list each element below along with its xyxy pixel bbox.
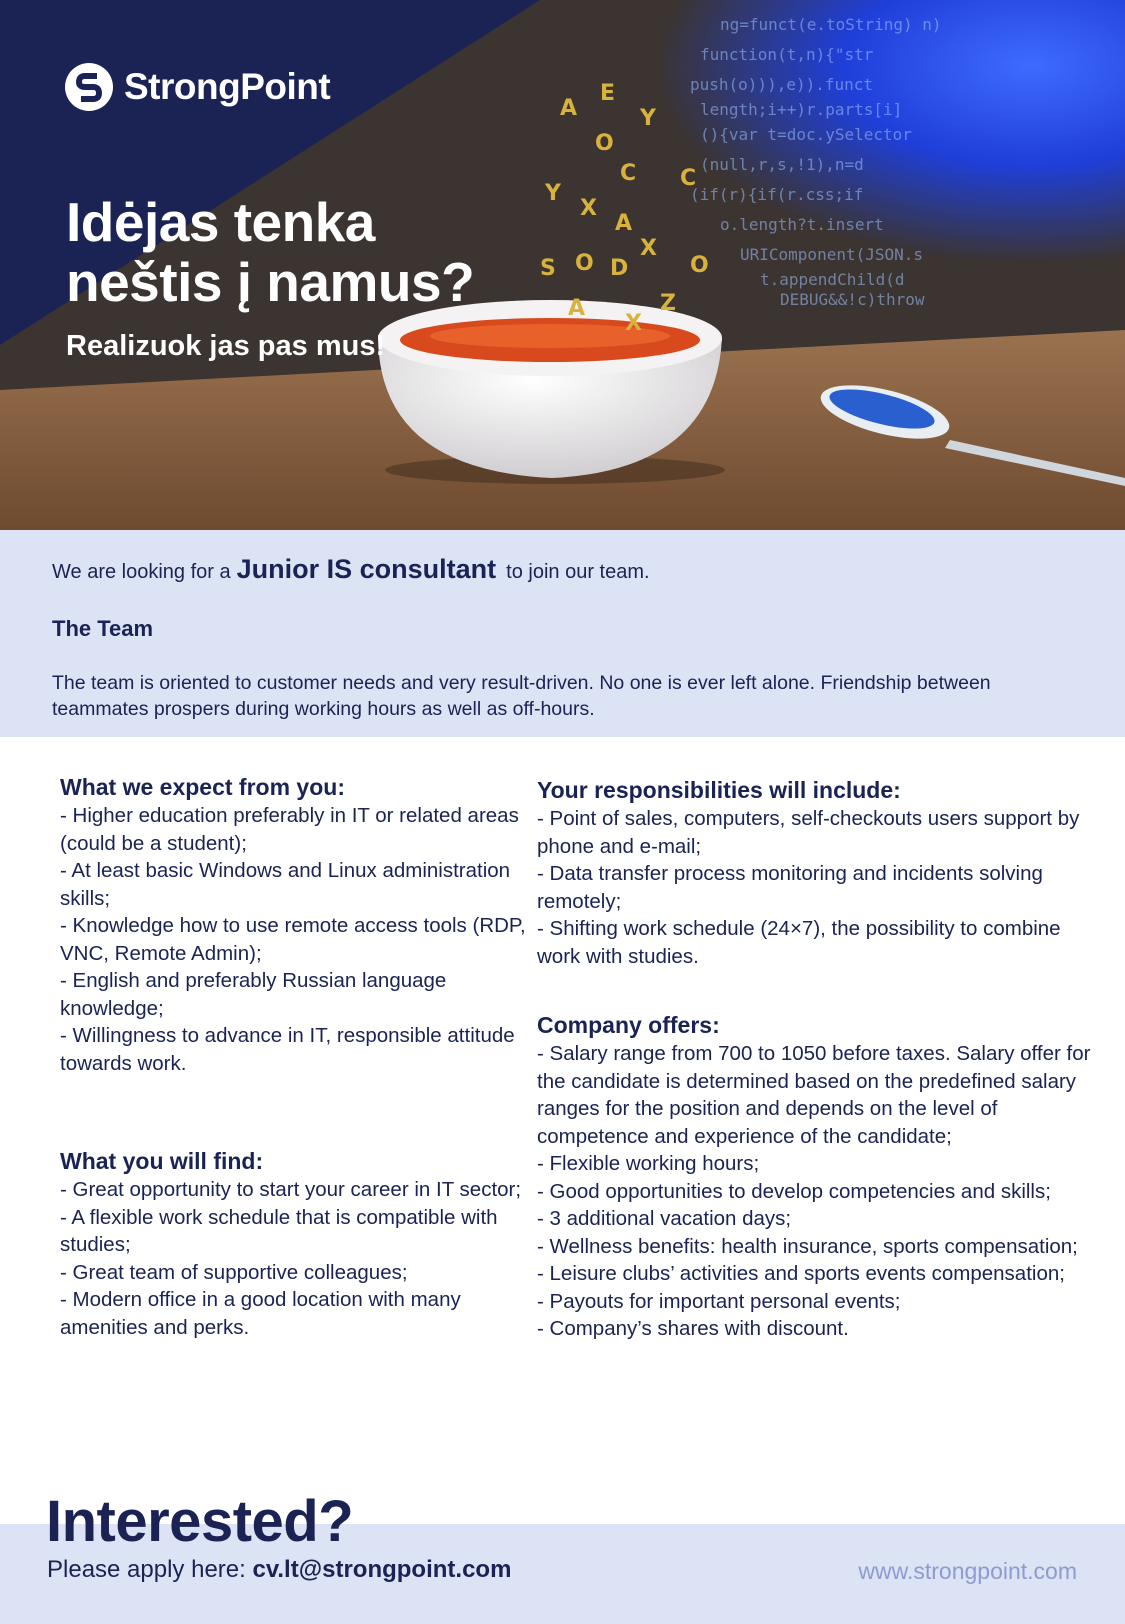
apply-prefix: Please apply here: (47, 1556, 246, 1583)
list-item: - Great team of supportive colleagues; (60, 1260, 408, 1284)
list-item: - At least basic Windows and Linux administration skills; (60, 859, 511, 910)
offers-list (537, 1040, 1097, 1343)
expect-section (60, 772, 530, 1077)
list-item: - Good opportunities to develop competencies and skills; (537, 1179, 1051, 1203)
intro-suffix: to join our team. (506, 561, 650, 583)
responsibilities-list (537, 805, 1097, 970)
responsibilities-section (537, 775, 1097, 970)
svg-text:C: C (680, 166, 697, 191)
offers-section (537, 1010, 1097, 1343)
offers-heading: Company offers: (537, 1012, 720, 1038)
intro-section (0, 530, 1125, 737)
list-item: - Higher education preferably in IT or related areas (could be a student); (60, 804, 519, 855)
list-item: - Wellness benefits: health insurance, sports compensation; (537, 1234, 1078, 1258)
list-item: - A flexible work schedule that is compatible with studies; (60, 1205, 498, 1256)
list-item: - Great opportunity to start your career in IT sector; (60, 1178, 522, 1201)
team-heading: The Team (52, 616, 154, 641)
svg-text:(){var t=doc.ySelector: (){var t=doc.ySelector (700, 125, 912, 144)
find-section (60, 1146, 530, 1341)
svg-text:X: X (625, 311, 642, 336)
svg-text:(null,r,s,!1),n=d: (null,r,s,!1),n=d (700, 155, 864, 174)
list-item: - Modern office in a good location with many amenities and perks. (60, 1288, 461, 1339)
svg-text:push(o))),e)).funct: push(o))),e)).funct (690, 75, 874, 94)
list-item: - Shifting work schedule (24×7), the possibility to combine work with studies. (537, 917, 1061, 968)
strongpoint-logo-icon (64, 62, 114, 112)
svg-text:(if(r){if(r.css;if: (if(r){if(r.css;if (690, 185, 864, 204)
list-item: - English and preferably Russian language knowledge; (60, 969, 447, 1020)
brand-logo (64, 62, 330, 112)
hero-headline (66, 192, 474, 312)
svg-text:O: O (595, 131, 614, 156)
list-item: - Company’s shares with discount. (537, 1317, 849, 1340)
hero-headline-line1: Idėjas tenka (66, 191, 375, 253)
hero-banner (0, 0, 1125, 530)
find-list (60, 1176, 530, 1341)
list-item: - Salary range from 700 to 1050 before taxes. Salary offer for the candidate is determined based on the predefined salary ranges for the position and depends on the level of competence and experience of the candidate; (537, 1042, 1091, 1148)
find-heading: What you will find: (60, 1148, 264, 1174)
team-description: The team is oriented to customer needs and very result-driven. No one is ever left alone. Friendship between teammates prospers during working hours as well as off-hours. (52, 672, 991, 720)
svg-text:Y: Y (640, 106, 656, 131)
svg-text:D: D (610, 256, 629, 281)
svg-text:O: O (690, 253, 709, 278)
svg-text:E: E (600, 81, 616, 106)
svg-text:Z: Z (660, 291, 676, 316)
list-item: - Data transfer process monitoring and incidents solving remotely; (537, 862, 1043, 913)
brand-name: StrongPoint (124, 66, 331, 107)
svg-text:Y: Y (545, 181, 561, 206)
intro-prefix: We are looking for a (52, 561, 231, 583)
interested-heading: Interested? (46, 1489, 354, 1554)
svg-text:DEBUG&&!c)throw: DEBUG&&!c)throw (780, 290, 925, 309)
svg-text:C: C (620, 161, 637, 186)
hero-headline-line2: neštis į namus? (66, 251, 475, 313)
svg-text:O: O (575, 251, 594, 276)
svg-text:X: X (640, 236, 657, 261)
svg-text:o.length?t.insert: o.length?t.insert (720, 215, 884, 234)
svg-text:A: A (560, 96, 578, 121)
list-item: - Point of sales, computers, self-checkouts users support by phone and e-mail; (537, 807, 1080, 858)
svg-text:t.appendChild(d: t.appendChild(d (760, 270, 905, 289)
svg-text:A: A (568, 296, 586, 321)
list-item: - Flexible working hours; (537, 1152, 760, 1175)
list-item: - Willingness to advance in IT, responsible attitude towards work. (60, 1024, 515, 1075)
svg-text:function(t,n){"str: function(t,n){"str (700, 45, 874, 64)
responsibilities-heading: Your responsibilities will include: (537, 777, 901, 803)
svg-text:URIComponent(JSON.s: URIComponent(JSON.s (740, 245, 924, 264)
svg-text:length;i++)r.parts[i]: length;i++)r.parts[i] (700, 100, 903, 119)
job-intro (52, 554, 650, 585)
expect-list (60, 802, 530, 1077)
hero-subhead: Realizuok jas pas mus! (66, 330, 386, 362)
list-item: - Payouts for important personal events; (537, 1289, 901, 1313)
svg-text:X: X (580, 196, 597, 221)
list-item: - 3 additional vacation days; (537, 1207, 792, 1230)
job-role: Junior IS consultant (236, 554, 497, 584)
website-link[interactable]: www.strongpoint.com (858, 1558, 1077, 1584)
expect-heading: What we expect from you: (60, 774, 345, 800)
list-item: - Leisure clubs’ activities and sports events compensation; (537, 1262, 1065, 1285)
svg-text:S: S (540, 256, 556, 281)
apply-email-link[interactable]: cv.lt@strongpoint.com (252, 1556, 512, 1583)
list-item: - Knowledge how to use remote access tools (RDP, VNC, Remote Admin); (60, 914, 526, 965)
apply-line (47, 1556, 511, 1584)
svg-text:ng=funct(e.toString) n): ng=funct(e.toString) n) (720, 15, 942, 34)
svg-text:A: A (615, 211, 633, 236)
